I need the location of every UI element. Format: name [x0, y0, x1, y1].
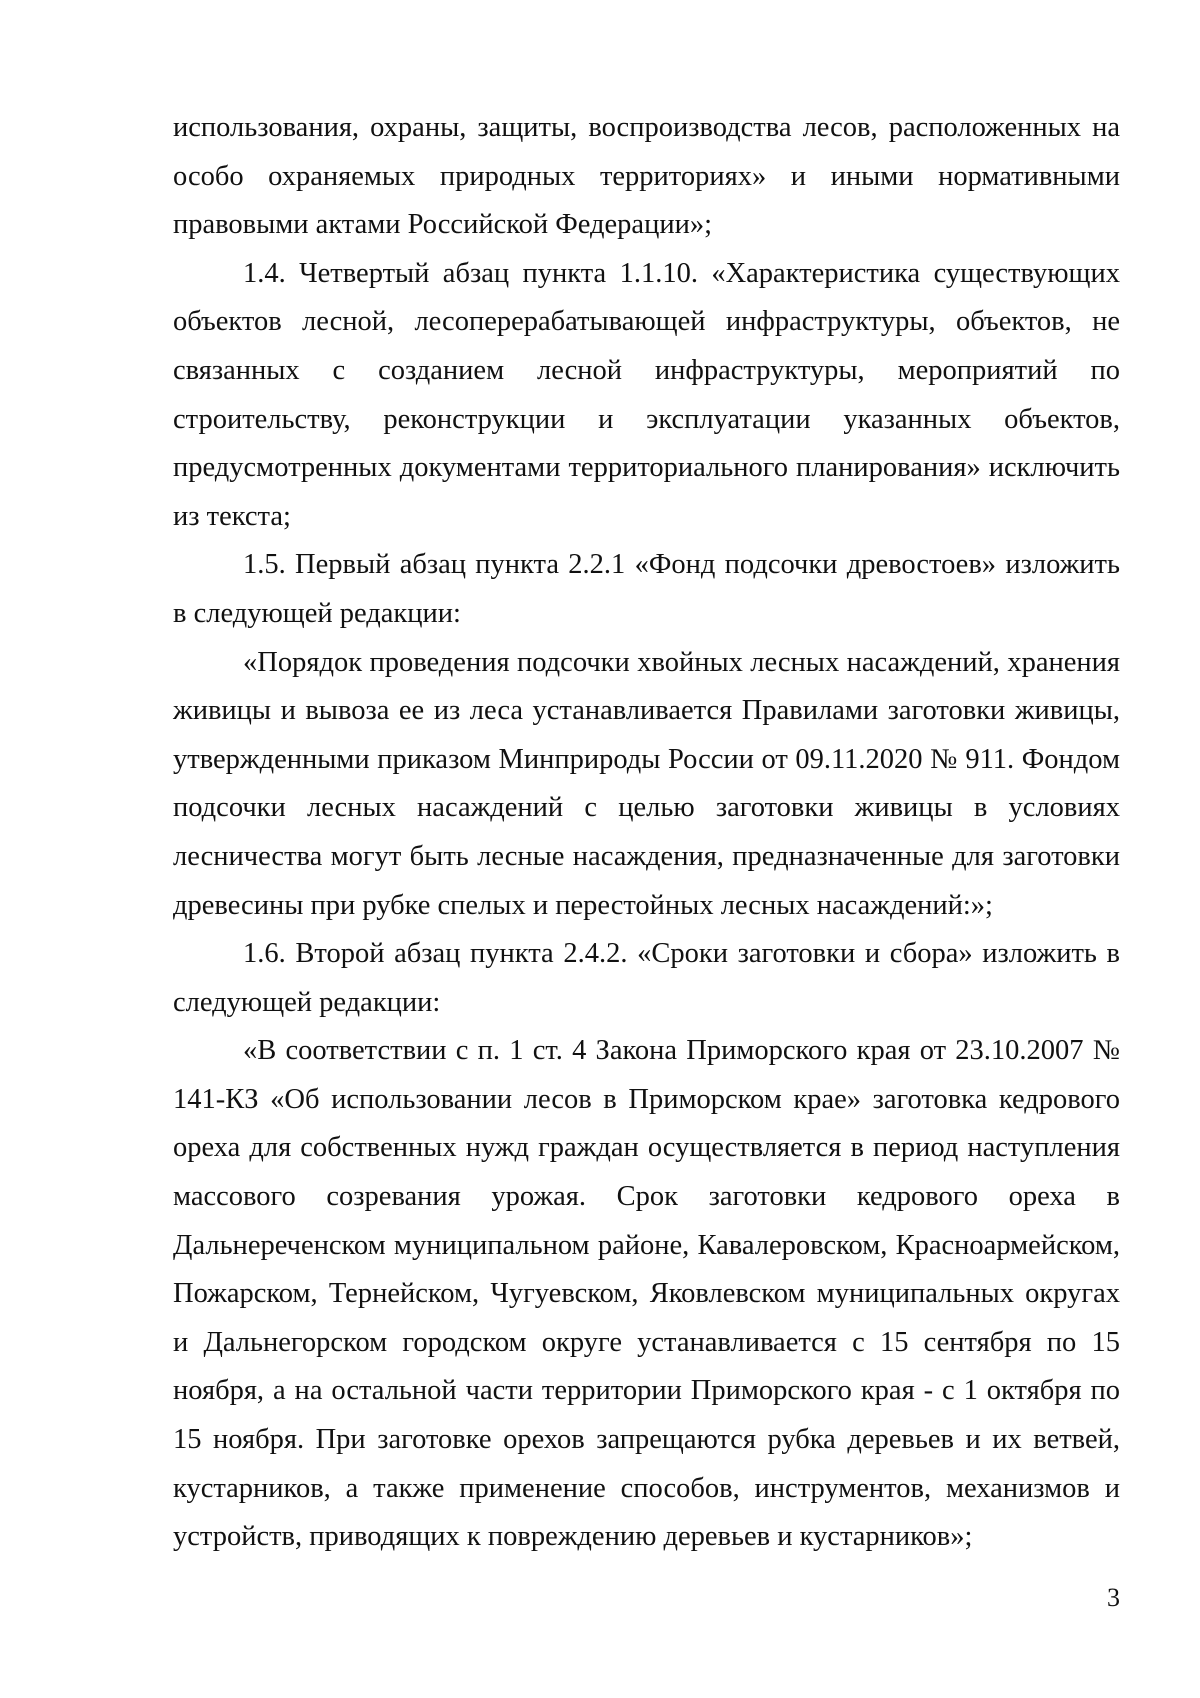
paragraph-item-1-4: 1.4. Четвертый абзац пункта 1.1.10. «Характеристика существующих объектов лесной, лесоперерабатывающей инфраструктуры, объектов, не связанных с созданием лесной инфраструктуры, мероприятий по строительству, реконструкции и эксплуатации указанных объектов, предусмотренных документами территориального планирования» исключить из текста; — [173, 257, 1120, 532]
paragraph-item-1-5: 1.5. Первый абзац пункта 2.2.1 «Фонд подсочки древостоев» изложить в следующей редакции: — [173, 549, 1120, 629]
paragraph-item-1-6: 1.6. Второй абзац пункта 2.4.2. «Сроки заготовки и сбора» изложить в следующей редакции: — [173, 938, 1120, 1018]
paragraph-quote-1-6: «В соответствии с п. 1 ст. 4 Закона Приморского края от 23.10.2007 № 141-КЗ «Об использовании лесов в Приморском крае» заготовка кедрового ореха для собственных нужд граждан осуществляется в период наступления массового созревания урожая. Срок заготовки кедрового ореха в Дальнереченском муниципальном районе, Кавалеровском, Красноармейском, Пожарском, Тернейском, Чугуевском, Яковлевском муниципальных округах и Дальнегорском городском округе устанавливается с 15 сентября по 15 ноября, а на остальной части территории Приморского края - с 1 октября по 15 ноября. При заготовке орехов запрещаются рубка деревьев и их ветвей, кустарников, а также применение способов, инструментов, механизмов и устройств, приводящих к повреждению деревьев и кустарников»; — [173, 1035, 1120, 1553]
page-number: 3 — [1107, 1583, 1120, 1612]
paragraph-quote-1-5: «Порядок проведения подсочки хвойных лесных насаждений, хранения живицы и вывоза ее из леса устанавливается Правилами заготовки живицы, утвержденными приказом Минприроды России от 09.11.2020 № 911. Фондом подсочки лесных насаждений с целью заготовки живицы в условиях лесничества могут быть лесные насаждения, предназначенные для заготовки древесины при рубке спелых и перестойных лесных насаждений:»; — [173, 646, 1120, 921]
document-body — [173, 104, 1120, 1562]
paragraph-continuation: использования, охраны, защиты, воспроизводства лесов, расположенных на особо охраняемых природных территориях» и иными нормативными правовыми актами Российской Федерации»; — [173, 112, 1120, 241]
